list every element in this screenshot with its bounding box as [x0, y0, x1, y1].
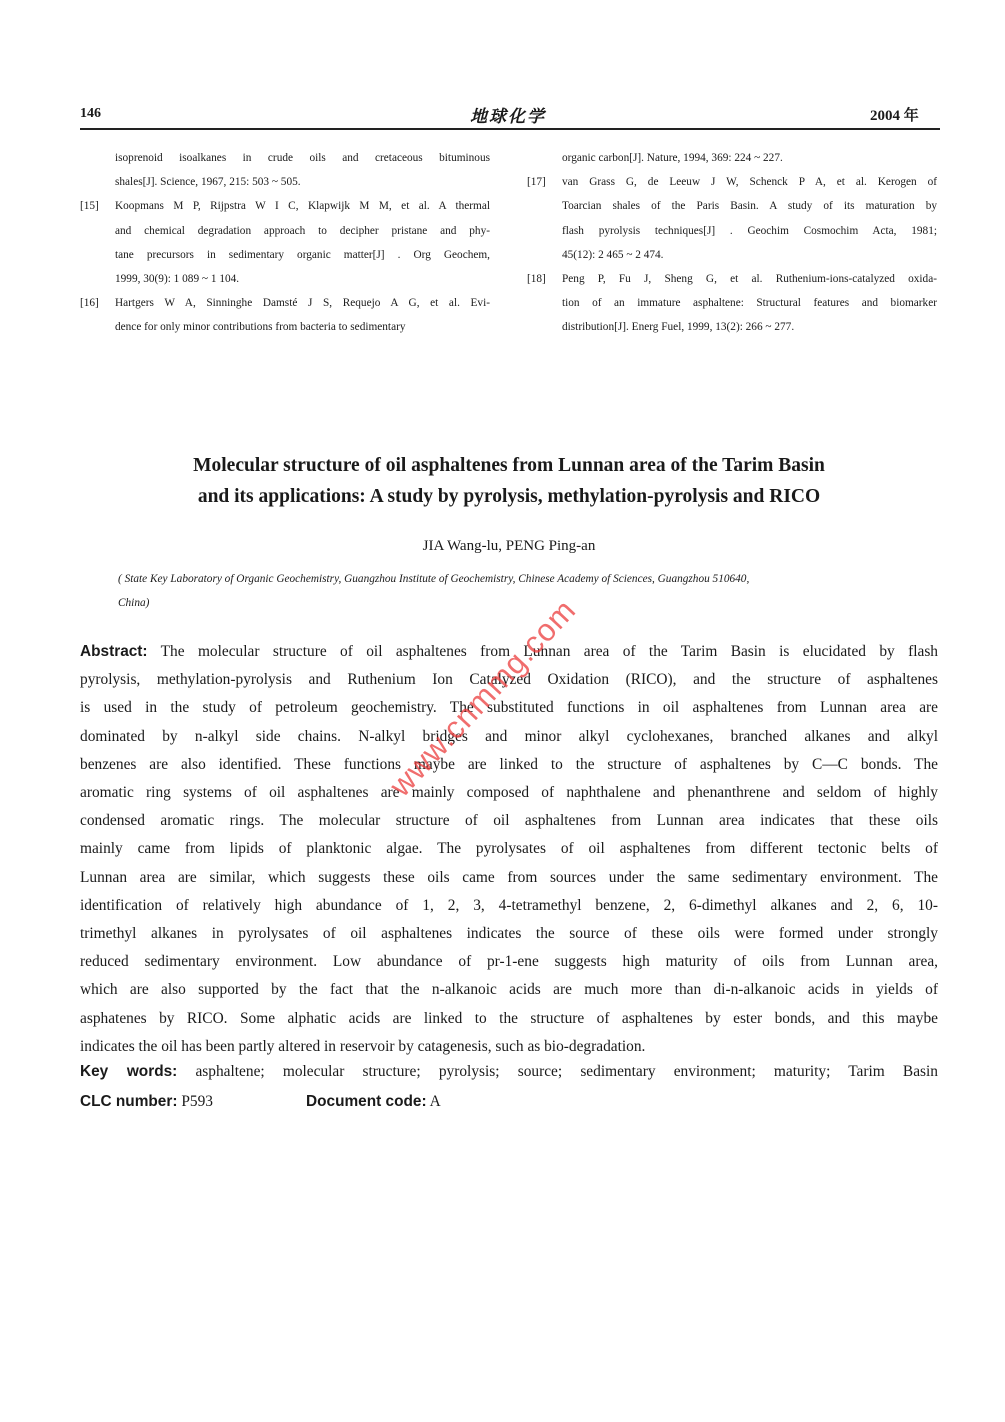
reference-line: Peng P, Fu J, Sheng G, et al. Ruthenium-ions-catalyzed oxida-	[562, 273, 937, 286]
reference-line: van Grass G, de Leeuw J W, Schenck P A, et al. Kerogen of	[562, 176, 937, 189]
reference-entry	[527, 146, 937, 170]
doc-code-value: A	[429, 1093, 441, 1110]
abstract-line	[80, 892, 938, 920]
reference-entry	[80, 291, 490, 339]
abstract-line-text: The molecular structure of oil asphaltenes from Lunnan area of the Tarim Basin is elucidated by flash	[160, 643, 939, 660]
abstract-line-text: benzenes are also identified. These functions maybe are linked to the structure of asphaltenes by C—C bonds. The	[80, 755, 938, 773]
doc-code-label: Document code:	[306, 1093, 427, 1110]
abstract-line	[80, 779, 938, 807]
abstract-line-text: identification of relatively high abundance of 1, 2, 3, 4-tetramethyl benzene, 2, 6-dimethyl alkanes and 2, 6, 10-	[80, 896, 938, 914]
reference-entry	[80, 146, 490, 194]
abstract-line	[80, 976, 938, 1004]
header-rule	[80, 128, 940, 130]
clc-number	[80, 1093, 213, 1111]
keywords	[80, 1063, 938, 1081]
abstract-line	[80, 723, 938, 751]
article-title	[80, 450, 938, 512]
abstract-line-text: condensed aromatic rings. The molecular structure of oil asphaltenes from Lunnan area indicates that these oils	[80, 812, 938, 830]
abstract-line-text: is used in the study of petroleum geochemistry. The substituted functions in oil asphaltenes from Lunnan area are	[80, 699, 938, 717]
document-code	[306, 1093, 441, 1111]
abstract-line	[80, 1033, 938, 1061]
abstract-line	[80, 1005, 938, 1033]
reference-line: 45(12): 2 465 ~ 2 474.	[562, 248, 664, 261]
affiliation-line: ( State Key Laboratory of Organic Geochemistry, Guangzhou Institute of Geochemistry, Chinese Academy of Sciences, Guangzhou 510640,	[118, 573, 750, 585]
abstract-line	[80, 864, 938, 892]
reference-line: shales[J]. Science, 1967, 215: 503 ~ 505.	[115, 176, 301, 189]
abstract-line-text: indicates the oil has been partly altered in reservoir by catagenesis, such as bio-degradation.	[80, 1037, 646, 1055]
watermark: www.cnmmg.com	[382, 592, 583, 804]
reference-line: organic carbon[J]. Nature, 1994, 369: 224 ~ 227.	[562, 152, 783, 164]
reference-number: [16]	[80, 297, 99, 310]
abstract-line-text: mainly came from lipids of planktonic algae. The pyrolysates of oil asphaltenes from different tectonic belts of	[80, 840, 938, 858]
reference-line: flash pyrolysis techniques[J] . Geochim Cosmochim Acta, 1981;	[562, 224, 937, 237]
abstract-line	[80, 948, 938, 976]
references-left-column	[80, 146, 490, 340]
abstract-line	[80, 920, 938, 948]
reference-line: distribution[J]. Energ Fuel, 1999, 13(2): 266 ~ 277.	[562, 321, 795, 334]
authors: JIA Wang-lu, PENG Ping-an	[422, 538, 596, 554]
reference-number: [17]	[527, 176, 546, 189]
references-right-column	[527, 146, 937, 340]
reference-number: [18]	[527, 273, 546, 286]
abstract-line	[80, 751, 938, 779]
reference-line: Toarcian shales of the Paris Basin. A study of its maturation by	[562, 200, 937, 213]
affiliation	[118, 567, 898, 615]
reference-number: [15]	[80, 200, 99, 213]
reference-line: isoprenoid isoalkanes in crude oils and cretaceous bituminous	[115, 152, 490, 164]
abstract-line-text: Lunnan area are similar, which suggests these oils came from sources under the same sedimentary environment. The	[80, 868, 938, 886]
journal-logo: 地球化学	[470, 107, 546, 126]
header-year: 2004 年	[870, 108, 919, 124]
keywords-label: Key words:	[80, 1063, 178, 1080]
abstract-line-text: asphatenes by RICO. Some alphatic acids are linked to the structure of asphaltenes by ester bonds, and this maybe	[80, 1009, 938, 1027]
reference-entry	[527, 267, 937, 340]
clc-label: CLC number:	[80, 1093, 178, 1110]
reference-line: Hartgers W A, Sinninghe Damsté J S, Requejo A G, et al. Evi-	[115, 297, 490, 310]
clc-value: P593	[181, 1093, 213, 1110]
reference-line: dence for only minor contributions from bacteria to sedimentary	[115, 321, 406, 334]
abstract-line-text: reduced sedimentary environment. Low abundance of pr-1-ene suggests high maturity of oils from Lunnan area,	[80, 953, 938, 971]
abstract-label: Abstract:	[80, 643, 148, 660]
reference-line: and chemical degradation approach to decipher pristane and phy-	[115, 224, 490, 237]
reference-line: Koopmans M P, Rijpstra W I C, Klapwijk M M, et al. A thermal	[115, 200, 490, 213]
page-number: 146	[80, 106, 101, 121]
reference-entry	[527, 170, 937, 267]
title-line: and its applications: A study by pyrolysis, methylation-pyrolysis and RICO	[197, 486, 821, 507]
abstract	[80, 638, 938, 1061]
abstract-line-text: aromatic ring systems of oil asphaltenes are mainly composed of naphthalene and phenanthrene and seldom of highly	[80, 784, 938, 802]
affiliation-line: China)	[118, 597, 150, 609]
abstract-line-text: which are also supported by the fact that the n-alkanoic acids are much more than di-n-alkanoic acids in yields of	[80, 981, 938, 999]
reference-line: tane precursors in sedimentary organic matter[J] . Org Geochem,	[115, 248, 490, 261]
abstract-line-text: pyrolysis, methylation-pyrolysis and Ruthenium Ion Catalyzed Oxidation (RICO), and the structure of asphaltenes	[80, 671, 938, 689]
abstract-line	[80, 835, 938, 863]
abstract-line-text: trimethyl alkanes in pyrolysates of oil asphaltenes indicates the source of these oils were formed under strongly	[80, 925, 938, 943]
reference-line: tion of an immature asphaltene: Structural features and biomarker	[562, 297, 937, 310]
reference-line: 1999, 30(9): 1 089 ~ 1 104.	[115, 273, 240, 286]
title-line: Molecular structure of oil asphaltenes from Lunnan area of the Tarim Basin	[193, 455, 825, 476]
abstract-line-text: dominated by n-alkyl side chains. N-alkyl bridges and minor alkyl cyclohexanes, branched alkanes and alkyl	[80, 727, 938, 745]
abstract-line	[80, 694, 938, 722]
abstract-line	[80, 807, 938, 835]
keywords-text: asphaltene; molecular structure; pyrolysis; source; sedimentary environment; maturity; Tarim Basin	[195, 1063, 938, 1080]
reference-entry	[80, 194, 490, 291]
